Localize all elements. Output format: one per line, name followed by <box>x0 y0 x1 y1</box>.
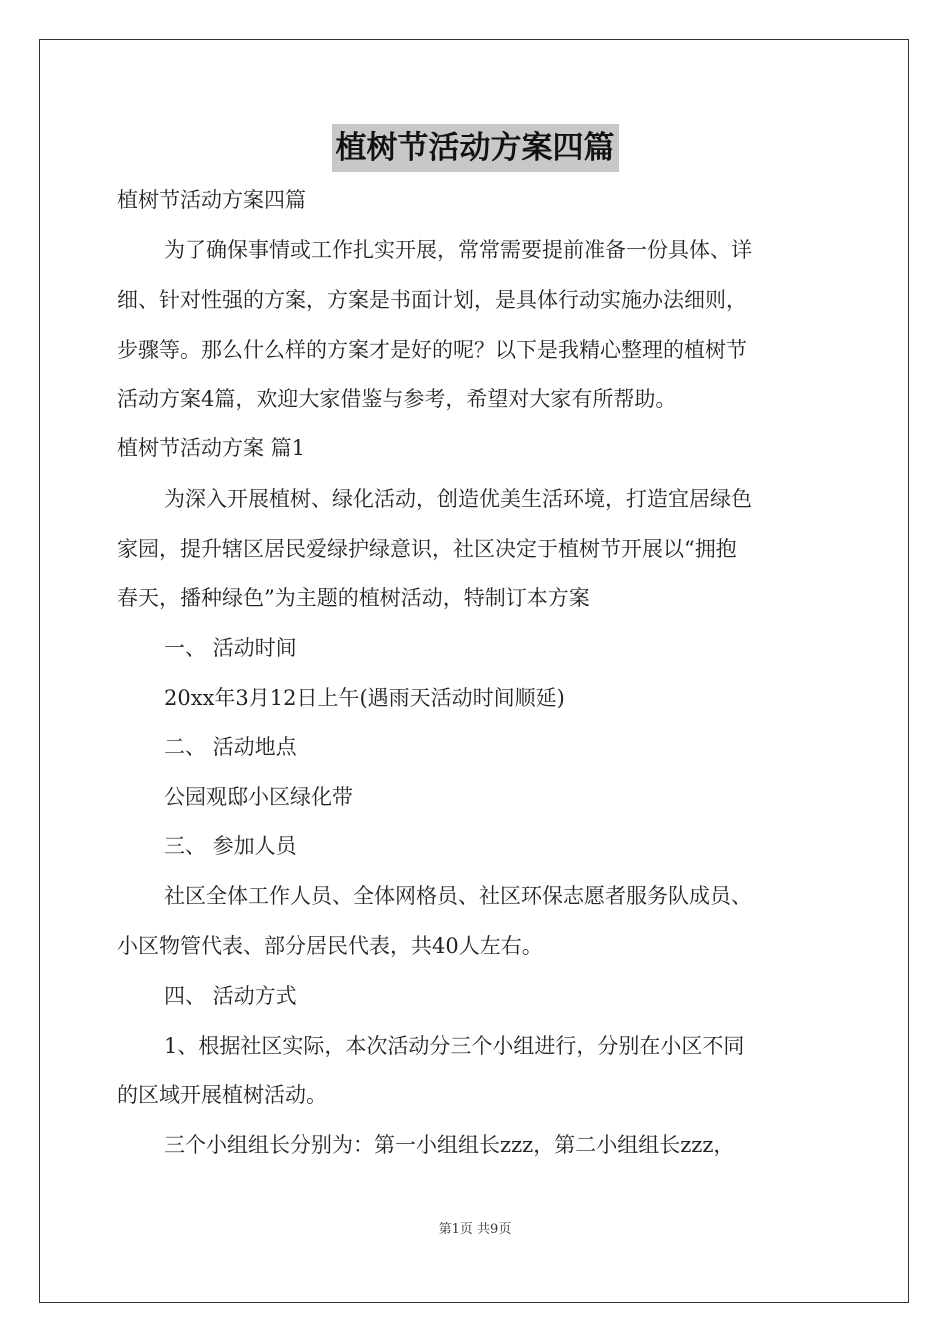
paragraph-line: 公园观邸小区绿化带 <box>164 785 353 809</box>
paragraph-line: 三个小组组长分别为：第一小组组长zzz，第二小组组长zzz， <box>164 1133 735 1157</box>
list-heading: 三、 参加人员 <box>164 834 297 858</box>
title-wrap <box>0 124 950 172</box>
subtitle-line: 植树节活动方案四篇 <box>117 188 306 212</box>
list-heading: 四、 活动方式 <box>164 984 297 1008</box>
paragraph-line: 步骤等。那么什么样的方案才是好的呢？以下是我精心整理的植树节 <box>117 338 747 362</box>
list-heading: 二、 活动地点 <box>164 735 297 759</box>
paragraph-line: 为了确保事情或工作扎实开展，常常需要提前准备一份具体、详 <box>164 238 752 262</box>
paragraph-line: 20xx年3月12日上午(遇雨天活动时间顺延) <box>164 686 565 710</box>
page-footer: 第1页 共9页 <box>438 1222 512 1237</box>
paragraph-line: 的区域开展植树活动。 <box>117 1083 327 1107</box>
paragraph-line: 为深入开展植树、绿化活动，创造优美生活环境，打造宜居绿色 <box>164 487 752 511</box>
paragraph-line: 1、根据社区实际，本次活动分三个小组进行，分别在小区不同 <box>164 1034 745 1058</box>
paragraph-line: 小区物管代表、部分居民代表，共40人左右。 <box>117 934 543 958</box>
paragraph-line: 春天，播种绿色”为主题的植树活动，特制订本方案 <box>117 586 590 610</box>
paragraph-line: 细、针对性强的方案，方案是书面计划，是具体行动实施办法细则， <box>117 288 747 312</box>
paragraph-line: 活动方案4篇，欢迎大家借鉴与参考，希望对大家有所帮助。 <box>117 387 677 411</box>
document-title: 植树节活动方案四篇 <box>332 124 619 172</box>
paragraph-line: 家园，提升辖区居民爱绿护绿意识，社区决定于植树节开展以“拥抱 <box>117 537 737 561</box>
section-heading: 植树节活动方案 篇1 <box>117 436 306 460</box>
list-heading: 一、 活动时间 <box>164 636 297 660</box>
paragraph-line: 社区全体工作人员、全体网格员、社区环保志愿者服务队成员、 <box>164 884 752 908</box>
page-frame <box>39 39 909 1303</box>
